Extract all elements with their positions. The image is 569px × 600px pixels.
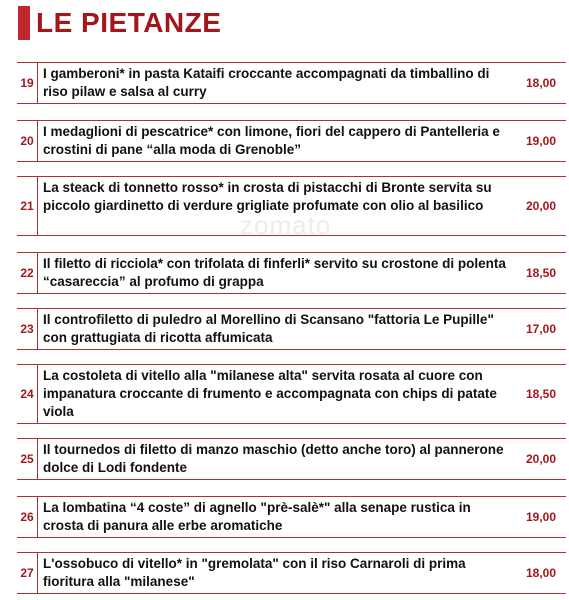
dish-description: Il tournedos di filetto di manzo maschio (detto anche toro) al pannerone dolce di Lodi fondente (43, 442, 504, 475)
dish-number: 25 (20, 452, 34, 466)
dish-price: 20,00 (525, 452, 556, 466)
dish-row (17, 308, 566, 350)
dish-row (17, 252, 566, 294)
dish-row (17, 364, 566, 424)
dish-number: 21 (20, 199, 34, 213)
dish-number: 22 (20, 266, 34, 280)
dish-row (17, 438, 566, 480)
dish-price: 17,00 (525, 322, 556, 336)
dish-price: 18,50 (525, 266, 556, 280)
dish-description: La lombatina “4 coste” di agnello "prè-salè*" alla senape rustica in crosta di panura alle erbe aromatiche (43, 500, 471, 533)
dish-price: 18,00 (525, 76, 556, 90)
dish-row (17, 62, 566, 104)
dish-number: 24 (20, 387, 34, 401)
watermark: zomato (240, 210, 332, 240)
dish-price: 18,00 (525, 566, 556, 580)
header-accent-bar (18, 6, 30, 40)
dish-row (17, 552, 566, 594)
dish-number: 20 (20, 134, 34, 148)
dish-price: 20,00 (525, 199, 556, 213)
dish-number: 19 (20, 76, 34, 90)
dish-row (17, 176, 566, 236)
dish-description: Il filetto di ricciola* con trifolata di finferli* servito su crostone di polenta “casareccia” al profumo di grappa (43, 256, 506, 289)
dish-price: 19,00 (525, 134, 556, 148)
dish-description: La costoleta di vitello alla "milanese alta" servita rosata al cuore con impanatura croccante di frumento e accompagnata con chips di patate viola (43, 368, 497, 419)
dish-description: La steack di tonnetto rosso* in crosta di pistacchi di Bronte servita su piccolo giardinetto di verdure grigliate profumate con olio al basilico (43, 180, 492, 213)
dish-description: I gamberoni* in pasta Kataifi croccante accompagnati da timballino di riso pilaw e salsa al curry (43, 66, 490, 99)
page-header (18, 6, 221, 40)
dish-price: 19,00 (525, 510, 556, 524)
dish-price: 18,50 (525, 387, 556, 401)
dish-description: Il controfiletto di puledro al Morellino di Scansano "fattoria Le Pupille" con grattugiata di ricotta affumicata (43, 312, 494, 345)
dish-description: I medaglioni di pescatrice* con limone, fiori del cappero di Pantelleria e crostini di pane “alla moda di Grenoble” (43, 124, 500, 157)
page-title: LE PIETANZE (36, 7, 222, 38)
dish-row (17, 120, 566, 162)
dish-number: 27 (20, 566, 34, 580)
dish-number: 26 (20, 510, 34, 524)
dish-description: L'ossobuco di vitello* in "gremolata" con il riso Carnaroli di prima fioritura alla "milanese" (43, 556, 466, 589)
dish-number: 23 (20, 322, 34, 336)
dish-row (17, 496, 566, 538)
